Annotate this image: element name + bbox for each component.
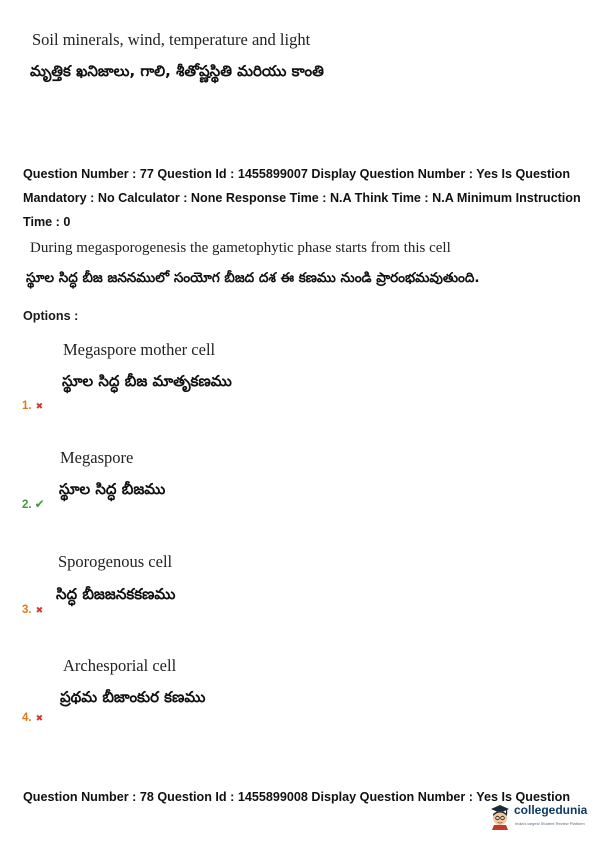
option-1-telugu: స్థూల సిద్ధ బీజ మాతృకణము [62,372,232,390]
option-4-telugu: ప్రథమ బీజాంకుర కణము [60,688,206,706]
option-1-english: Megaspore mother cell [63,340,216,359]
question-meta-line: Time : 0 [23,215,71,229]
option-3-marker [22,600,43,618]
option-number: 3. [22,604,32,616]
cross-icon: ✖ [35,605,44,615]
brand-tagline: India's largest Student Review Platform [515,821,585,826]
option-3-english: Sporogenous cell [58,552,173,571]
check-icon: ✔ [34,497,45,511]
option-4-marker [22,708,43,726]
question-meta-line: Question Number : 77 Question Id : 1455899007 Display Question Number : Yes Is Question [23,167,571,181]
collegedunia-logo [488,800,592,836]
question-text-telugu: స్థూల సిద్ధ బీజ జననములో సంయోగ బీజద దశ ఈ కణము నుండి ప్రారంభమవుతుంది. [26,270,480,286]
option-number: 4. [22,712,32,724]
option-2-telugu: స్థూల సిద్ధ బీజము [59,480,166,498]
student-mascot-icon [488,802,512,830]
option-2-marker [22,495,45,513]
brand-wordmark: collegedunia [514,803,588,817]
option-number: 2. [22,499,32,511]
option-number: 1. [22,400,32,412]
question-meta-line: Mandatory : No Calculator : None Response Time : N.A Think Time : N.A Minimum Instruction [23,191,581,205]
cross-icon: ✖ [35,713,44,723]
cross-icon: ✖ [35,401,44,411]
question-meta-line: Question Number : 78 Question Id : 1455899008 Display Question Number : Yes Is Question [23,790,571,804]
previous-answer-english: Soil minerals, wind, temperature and light [32,30,311,49]
option-1-marker [22,396,43,414]
option-2-english: Megaspore [60,448,134,467]
question-text-english: During megasporogenesis the gametophytic phase starts from this cell [30,240,451,256]
option-3-telugu: సిద్ధ బీజజనకకణము [56,585,176,603]
option-4-english: Archesporial cell [63,656,177,675]
options-label: Options : [23,309,79,323]
previous-answer-telugu: మృత్తిక ఖనిజాలు, గాలి, శీతోష్ణస్థితి మరియు కాంతి [30,62,324,80]
